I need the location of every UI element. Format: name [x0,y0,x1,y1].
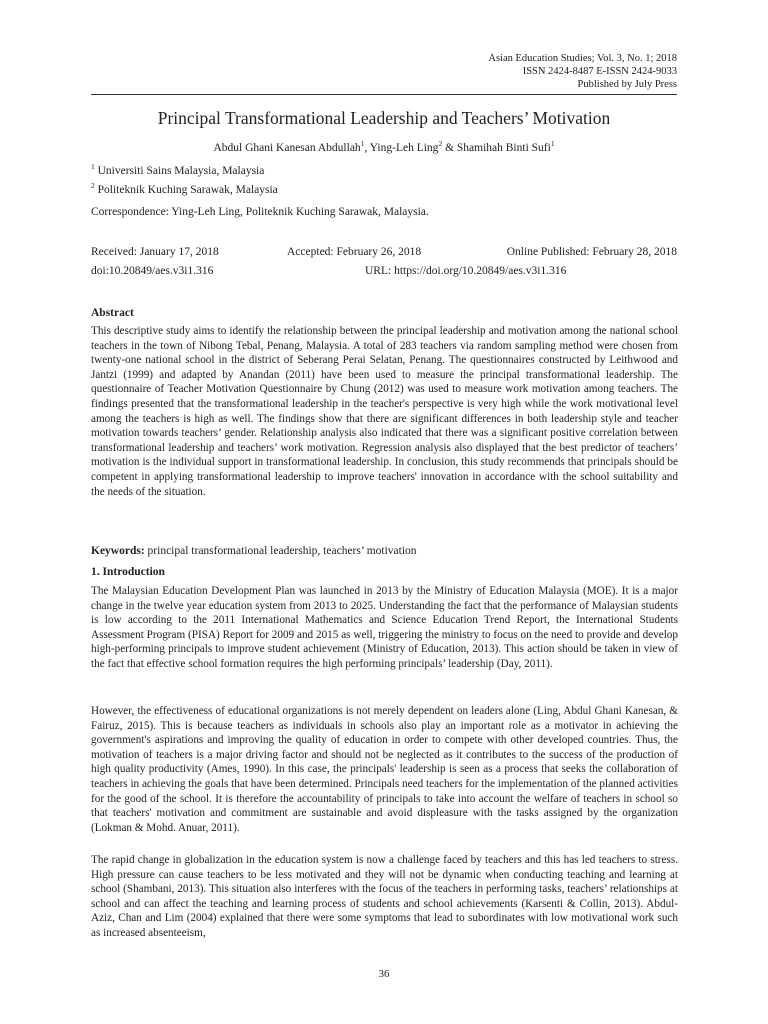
paper-title: Principal Transformational Leadership and Teachers’ Motivation [157,108,611,128]
abstract-heading: Abstract [91,307,134,319]
keywords-label: Keywords: [91,545,145,557]
affiliation-1 [91,164,264,178]
intro-paragraph-2: However, the effectiveness of educational organizations is not merely dependent on leaders alone (Ling, Abdul Ghani Kanesan, & Fairuz, 2015). This is because teachers as individuals in schools also play an important role as a motivator in achieving the government's aspirations and improving the quality of education in order to compete with other developed countries. Thus, the motivation of teachers is a major driving factor and should not be neglected as it contributes to the success of the production of high quality productivity (Ames, 1990). In this case, the principals' leadership is seen as a process that seeks the collaboration of teachers in achieving the goals that have been determined. Principals need teachers for the implementation of the planned activities for the good of the school. It is therefore the accountability of principals to take into account the welfare of teachers in school so that teachers' motivation and commitment are sustainable and avoid displeasure with the tasks assigned by the organization (Lokman & Mohd. Anuar, 2011). [91,705,678,834]
doi-text: doi:10.20849/aes.v3i1.316 [91,265,214,277]
introduction-heading: 1. Introduction [91,566,165,578]
journal-volume: Asian Education Studies; Vol. 3, No. 1; 2018 [488,53,677,64]
author-affiliation-mark: 2 [438,139,443,149]
abstract-text: This descriptive study aims to identify the relationship between the principal leadership and motivation among the national school teachers in the town of Nibong Tebal, Penang, Malaysia. A total of 283 teachers via random sampling method were chosen from twenty-one national school in the district of Seberang Perai Selatan, Penang. The questionnaires constructed by Leithwood and Jantzi (1999) and adapted by Anandan (2011) have been used to measure the principal transformational leadership. The questionnaire of Teacher Motivation Questionnaire by Chung (2012) was used to measure work motivation among teachers. The findings presented that the transformational leadership in the teacher's perspective is very high while the work motivational level among the teachers is high as well. The findings show that there are significant differences in both leadership style and teacher motivation towards teachers’ gender. Relationship analysis also indicated that there was a significant positive correlation between transformational leadership and teachers’ work motivation. Regression analysis also displayed that the best predictor of teachers’ motivation is the individual support in transformational leadership. In conclusion, this study recommends that principals should be competent in applying transformational leadership to improve teachers' innovation in accordance with the school suitability and the needs of the situation. [91,325,678,498]
affiliation-mark: 2 [91,181,95,191]
received-date: Received: January 17, 2018 [91,246,219,258]
author-separator: , [364,142,370,154]
journal-publisher: Published by July Press [577,79,677,90]
author-affiliation-mark: 1 [550,139,555,149]
author-separator: & [442,142,457,154]
published-date: Online Published: February 28, 2018 [506,246,677,258]
author-name: Shamihah Binti Sufi [456,142,551,154]
journal-issn: ISSN 2424-8487 E-ISSN 2424-9033 [522,66,677,77]
author-affiliation-mark: 1 [360,139,365,149]
page-number: 36 [378,968,390,980]
author-list [91,141,677,156]
keywords [91,544,678,558]
intro-paragraph-3: The rapid change in globalization in the education system is now a challenge faced by teachers and this has led teachers to stress. High pressure can cause teachers to be less motivated and they will not be dynamic when conducting teaching and learning at school (Shambani, 2013). This situation also interferes with the focus of the teachers in performing tasks, teachers’ relationships at school and can affect the teaching and learning process of students and school achievements (Karsenti & Collin, 2013). Abdul-Aziz, Chan and Lim (2004) explained that there were some symptoms that lead to subordinates with low motivational work such as increased absenteeism, [91,854,678,939]
affiliation-text: Universiti Sains Malaysia, Malaysia [94,165,265,177]
keywords-text: principal transformational leadership, teachers’ motivation [144,545,417,557]
affiliation-mark: 1 [91,162,95,172]
author-name: Abdul Ghani Kanesan Abdullah [213,142,361,154]
header-rule [91,94,677,95]
affiliation-text: Politeknik Kuching Sarawak, Malaysia [94,184,278,196]
doi-url-link[interactable]: URL: https://doi.org/10.20849/aes.v3i1.316 [365,265,567,277]
affiliation-2 [91,183,278,197]
correspondence: Correspondence: Ying-Leh Ling, Politeknik Kuching Sarawak, Malaysia. [91,206,429,218]
intro-paragraph-1: The Malaysian Education Development Plan was launched in 2013 by the Ministry of Education Malaysia (MOE). It is a major change in the twelve year education system from 2013 to 2025. Understanding the fact that the performance of Malaysian students is low according to the 2011 International Mathematics and Science Education Trend Report, the International Students Assessment Program (PISA) Report for 2009 and 2015 as well, triggering the ministry to focus on the need to provide and develop high-performing principals to improve student achievement (Ministry of Education, 2013). This action should be taken in view of the fact that effective school formation requires the high performing principals’ leadership (Day, 2011). [91,585,678,670]
journal-info [488,52,677,91]
accepted-date: Accepted: February 26, 2018 [287,246,422,258]
author-name: Ying-Leh Ling [369,142,439,154]
